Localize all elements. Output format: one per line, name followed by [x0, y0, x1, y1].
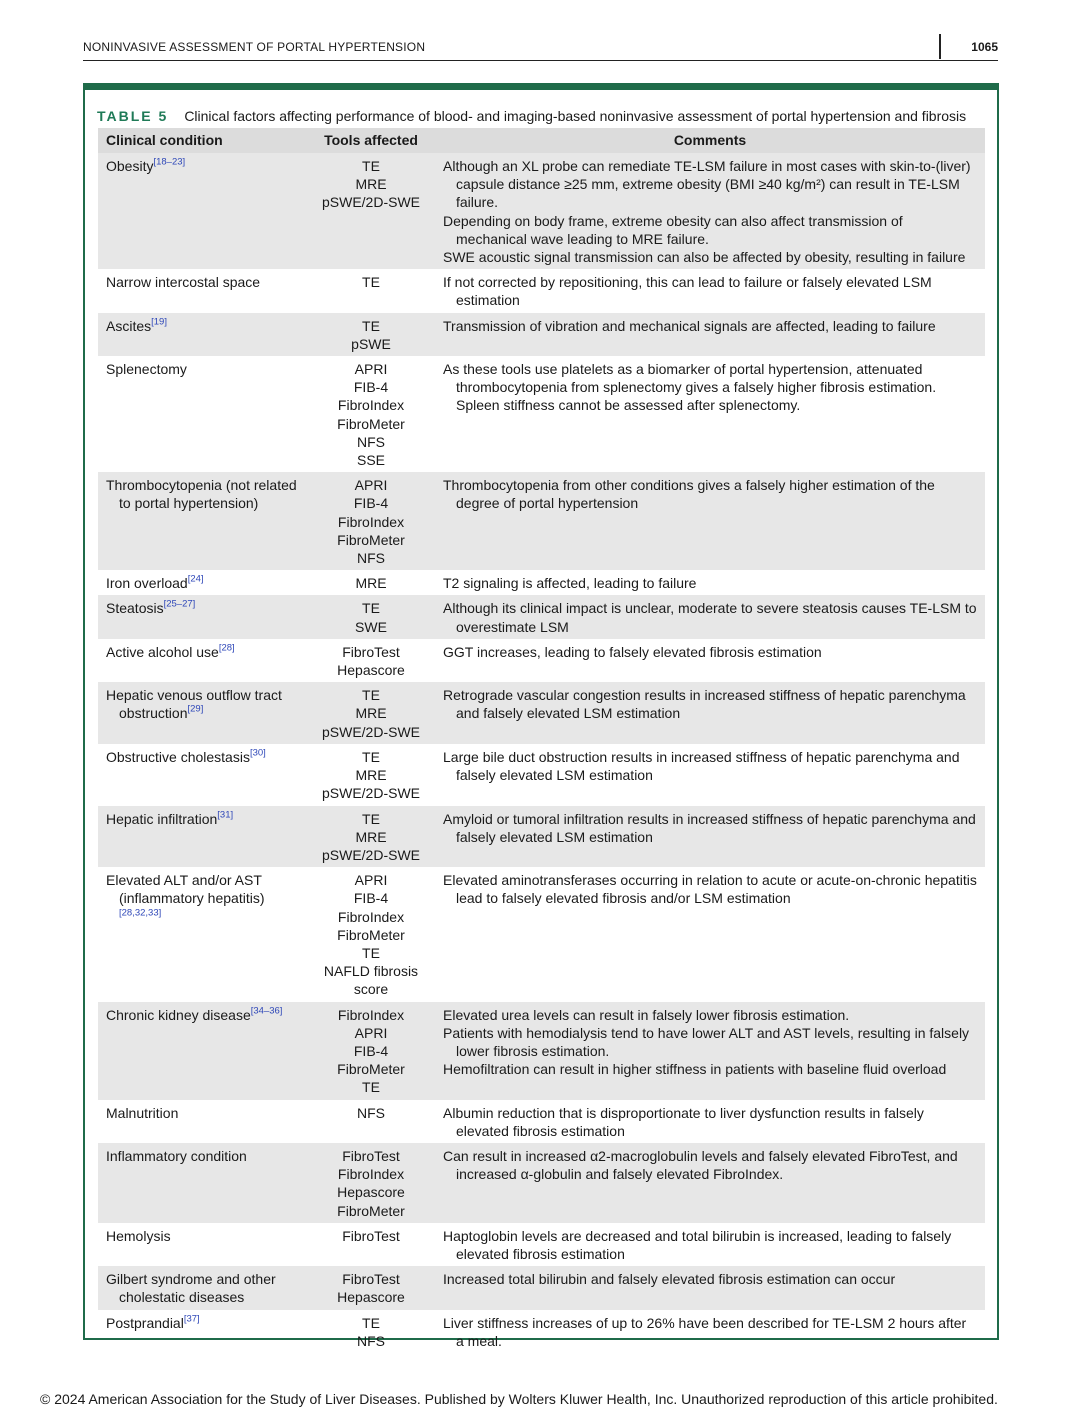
- reference-link[interactable]: [18–23]: [153, 156, 186, 168]
- tool-item: APRI: [354, 1024, 388, 1041]
- condition-label: Malnutrition: [106, 1104, 179, 1121]
- table-row: [98, 269, 985, 312]
- cell-comments: [435, 744, 985, 806]
- condition-label: Iron overload: [106, 575, 188, 592]
- data-table: [98, 128, 985, 1353]
- cell-comments: [435, 269, 985, 312]
- comment-text: Can result in increased α2-macroglobulin levels and falsely elevated FibroTest, and increased α-globulin and falsely elevated FibroIndex.: [443, 1147, 958, 1183]
- cell-comments: [435, 1100, 985, 1143]
- tool-item: TE: [362, 748, 380, 765]
- comment-text: Large bile duct obstruction results in increased stiffness of hepatic parenchyma and falsely elevated LSM estimation: [443, 748, 960, 784]
- cell-condition: [98, 313, 307, 356]
- condition-label: Postprandial: [106, 1314, 184, 1331]
- tool-item: FibroIndex: [337, 513, 405, 530]
- tool-item: NFS: [357, 1332, 385, 1349]
- tool-item: TE: [362, 1314, 380, 1331]
- table-row: [98, 1002, 985, 1100]
- cell-tools: [307, 313, 435, 356]
- comment-text: Although an XL probe can remediate TE-LSM failure in most cases with skin-to-(liver) capsule distance ≥25 mm, extreme obesity (BMI ≥40 kg/m²) can result in TE-LSM failure.: [443, 158, 971, 211]
- cell-condition: [98, 1223, 307, 1266]
- tool-item: Hepascore: [337, 1289, 405, 1306]
- table-row: [98, 682, 985, 744]
- cell-tools: [307, 1143, 435, 1223]
- tool-item: APRI: [354, 477, 388, 494]
- column-header-comments: Comments: [435, 128, 985, 153]
- table-row: [98, 1310, 985, 1353]
- cell-comments: [435, 472, 985, 570]
- cell-tools: [307, 806, 435, 868]
- comment-text: Hemofiltration can result in higher stiffness in patients with baseline fluid overload: [443, 1061, 947, 1078]
- comment-text: Haptoglobin levels are decreased and total bilirubin is increased, leading to falsely elevated fibrosis estimation: [443, 1227, 952, 1262]
- tool-item: Hepascore: [337, 1184, 405, 1201]
- cell-condition: [98, 1266, 307, 1309]
- cell-comments: [435, 639, 985, 682]
- reference-link[interactable]: [30]: [249, 747, 266, 759]
- table-body: [98, 153, 985, 1353]
- comment-text: Transmission of vibration and mechanical signals are affected, leading to failure: [443, 317, 936, 334]
- table-row: [98, 356, 985, 472]
- cell-tools: [307, 1002, 435, 1100]
- table-row: [98, 806, 985, 868]
- condition-text: [106, 1104, 299, 1122]
- tool-item: TE: [362, 600, 380, 617]
- condition-label: Thrombocytopenia (not related to portal hypertension): [106, 477, 297, 512]
- tool-item: SSE: [356, 452, 385, 469]
- condition-text: [106, 871, 299, 926]
- cell-tools: [307, 570, 435, 595]
- condition-text: [106, 1006, 299, 1024]
- condition-label: Splenectomy: [106, 361, 187, 378]
- cell-condition: [98, 1002, 307, 1100]
- cell-tools: [307, 682, 435, 744]
- tool-item: FibroIndex: [337, 908, 405, 925]
- cell-condition: [98, 269, 307, 312]
- cell-condition: [98, 806, 307, 868]
- condition-text: [106, 810, 299, 828]
- condition-label: Inflammatory condition: [106, 1147, 247, 1164]
- cell-comments: [435, 1002, 985, 1100]
- condition-label: Obstructive cholestasis: [106, 748, 250, 765]
- condition-label: Steatosis: [106, 600, 164, 617]
- tool-item: TE: [362, 158, 380, 174]
- table-caption: [97, 108, 966, 124]
- tool-item: pSWE/2D-SWE: [321, 846, 420, 863]
- tool-item: FIB-4: [353, 379, 389, 396]
- condition-label: Hepatic venous outflow tract obstruction: [106, 687, 282, 722]
- tool-item: SWE: [355, 618, 387, 635]
- tool-item: TE: [362, 944, 380, 961]
- comment-text: Thrombocytopenia from other conditions gives a falsely higher estimation of the degree of portal hypertension: [443, 477, 935, 512]
- condition-text: [106, 1270, 299, 1306]
- cell-comments: [435, 570, 985, 595]
- table-row: [98, 1223, 985, 1266]
- cell-tools: [307, 744, 435, 806]
- cell-condition: [98, 1310, 307, 1353]
- cell-condition: [98, 595, 307, 638]
- condition-text: [106, 599, 299, 617]
- tool-item: APRI: [354, 872, 388, 889]
- tool-item: FibroIndex: [337, 1166, 405, 1183]
- cell-condition: [98, 744, 307, 806]
- cell-tools: [307, 639, 435, 682]
- reference-link[interactable]: [25–27]: [163, 598, 196, 610]
- tool-item: NFS: [357, 1104, 385, 1121]
- condition-text: [106, 574, 299, 592]
- cell-tools: [307, 867, 435, 1001]
- reference-link[interactable]: [28,32,33]: [119, 906, 162, 918]
- condition-label: Hemolysis: [106, 1227, 171, 1244]
- tool-item: MRE: [355, 828, 387, 845]
- comment-text: Depending on body frame, extreme obesity can also affect transmission of mechanical wave leading to MRE failure.: [443, 212, 903, 247]
- table-frame: [83, 83, 999, 1349]
- comment-text: As these tools use platelets as a biomarker of portal hypertension, attenuated thrombocytopenia from splenectomy gives a falsely higher fibrosis estimation. Spleen stiffness cannot be assessed after splenectomy.: [443, 361, 937, 414]
- tool-item: MRE: [355, 176, 387, 193]
- cell-tools: [307, 472, 435, 570]
- tool-item: NAFLD fibrosis score: [323, 963, 419, 998]
- table-row: [98, 595, 985, 638]
- tool-item: pSWE/2D-SWE: [321, 785, 420, 802]
- comment-text: SWE acoustic signal transmission can also be affected by obesity, resulting in failure: [443, 249, 966, 266]
- condition-label: Obesity: [106, 158, 154, 174]
- cell-tools: [307, 1223, 435, 1266]
- tool-item: FibroTest: [342, 1227, 400, 1244]
- reference-link[interactable]: [31]: [217, 808, 234, 820]
- cell-tools: [307, 595, 435, 638]
- comment-text: Elevated urea levels can result in falsely lower fibrosis estimation.: [443, 1006, 850, 1023]
- reference-link[interactable]: [19]: [151, 315, 167, 327]
- tool-item: FibroTest: [342, 1147, 400, 1164]
- tool-item: pSWE/2D-SWE: [321, 723, 420, 740]
- cell-tools: [307, 153, 435, 269]
- condition-label: Gilbert syndrome and other cholestatic diseases: [106, 1271, 276, 1306]
- cell-comments: [435, 682, 985, 744]
- column-header-condition: Clinical condition: [98, 128, 307, 153]
- tool-item: MRE: [355, 705, 387, 722]
- comment-text: Albumin reduction that is disproportionate to liver dysfunction results in falsely elevated fibrosis estimation: [443, 1104, 924, 1139]
- table-row: [98, 639, 985, 682]
- cell-tools: [307, 269, 435, 312]
- cell-comments: [435, 595, 985, 638]
- tool-item: TE: [362, 317, 380, 334]
- condition-label: Chronic kidney disease: [106, 1006, 251, 1023]
- cell-comments: [435, 1143, 985, 1223]
- table-row: [98, 153, 985, 269]
- condition-label: Hepatic infiltration: [106, 810, 218, 827]
- cell-condition: [98, 472, 307, 570]
- condition-label: Ascites: [106, 317, 152, 334]
- table-label: TABLE 5: [97, 108, 169, 124]
- tool-item: NFS: [357, 433, 385, 450]
- tool-item: FibroMeter: [337, 415, 405, 432]
- tool-item: FibroTest: [342, 643, 400, 660]
- running-title: NONINVASIVE ASSESSMENT OF PORTAL HYPERTENSION: [83, 40, 426, 54]
- tool-item: FibroIndex: [337, 397, 405, 414]
- comment-text: Retrograde vascular congestion results in increased stiffness of hepatic parenchyma and falsely elevated LSM estimation: [443, 687, 966, 722]
- table-row: [98, 1143, 985, 1223]
- condition-text: [106, 643, 299, 661]
- comment-text: If not corrected by repositioning, this can lead to failure or falsely elevated LSM estimation: [443, 274, 932, 309]
- cell-comments: [435, 356, 985, 472]
- condition-text: [106, 360, 299, 378]
- condition-text: [106, 273, 299, 291]
- condition-text: [106, 686, 299, 722]
- comment-text: Liver stiffness increases of up to 26% have been described for TE-LSM 2 hours after a meal.: [443, 1314, 967, 1349]
- cell-condition: [98, 1100, 307, 1143]
- tool-item: FibroMeter: [337, 1202, 405, 1219]
- tool-item: pSWE/2D-SWE: [321, 194, 420, 211]
- condition-label: Narrow intercostal space: [106, 274, 261, 291]
- table-row: [98, 1100, 985, 1143]
- cell-comments: [435, 867, 985, 1001]
- column-header-tools: Tools affected: [307, 128, 435, 153]
- table-row: [98, 744, 985, 806]
- cell-condition: [98, 682, 307, 744]
- tool-item: pSWE: [351, 335, 391, 352]
- cell-condition: [98, 570, 307, 595]
- condition-text: [106, 1227, 299, 1245]
- condition-label: Active alcohol use: [106, 643, 219, 660]
- cell-condition: [98, 356, 307, 472]
- comment-text: Elevated aminotransferases occurring in relation to acute or acute-on-chronic hepatitis lead to falsely elevated fibrosis and/or LSM estimation: [443, 872, 977, 907]
- tool-item: FibroMeter: [337, 531, 405, 548]
- cell-tools: [307, 1100, 435, 1143]
- tool-item: TE: [362, 1079, 380, 1096]
- condition-text: [106, 748, 299, 766]
- cell-condition: [98, 867, 307, 1001]
- tool-item: APRI: [354, 361, 388, 378]
- condition-text: [106, 476, 299, 512]
- table-header-row: [98, 128, 985, 153]
- cell-comments: [435, 153, 985, 269]
- tool-item: NFS: [357, 550, 385, 567]
- tool-item: FIB-4: [353, 890, 389, 907]
- cell-tools: [307, 356, 435, 472]
- cell-comments: [435, 806, 985, 868]
- tool-item: TE: [362, 687, 380, 704]
- reference-link[interactable]: [34–36]: [250, 1004, 283, 1016]
- cell-condition: [98, 639, 307, 682]
- tool-item: MRE: [355, 767, 387, 784]
- cell-comments: [435, 313, 985, 356]
- tool-item: Hepascore: [337, 662, 405, 679]
- comment-text: GGT increases, leading to falsely elevated fibrosis estimation: [443, 643, 822, 660]
- table-row: [98, 313, 985, 356]
- cell-condition: [98, 1143, 307, 1223]
- cell-comments: [435, 1266, 985, 1309]
- condition-text: [106, 1147, 299, 1165]
- condition-text: [106, 1314, 299, 1332]
- comment-text: Although its clinical impact is unclear, moderate to severe steatosis causes TE-LSM to overestimate LSM: [443, 600, 977, 635]
- tool-item: TE: [362, 810, 380, 827]
- comment-text: T2 signaling is affected, leading to failure: [443, 575, 697, 592]
- copyright-footer: © 2024 American Association for the Study of Liver Diseases. Published by Wolters Kluwer Health, Inc. Unauthorized reproduction of this article prohibited.: [40, 1391, 998, 1407]
- reference-link[interactable]: [29]: [187, 703, 204, 715]
- header-divider: [939, 34, 941, 59]
- tool-item: FibroMeter: [337, 926, 405, 943]
- cell-condition: [98, 153, 307, 269]
- reference-link[interactable]: [28]: [218, 642, 235, 654]
- comment-text: Amyloid or tumoral infiltration results in increased stiffness of hepatic parenchyma and falsely elevated LSM estimation: [443, 810, 976, 845]
- condition-text: [106, 317, 299, 335]
- running-head: [83, 38, 998, 61]
- cell-tools: [307, 1266, 435, 1309]
- cell-comments: [435, 1310, 985, 1353]
- tool-item: TE: [362, 274, 380, 291]
- reference-link[interactable]: [37]: [183, 1312, 200, 1324]
- condition-label: Elevated ALT and/or AST (inflammatory hepatitis): [106, 872, 265, 907]
- cell-comments: [435, 1223, 985, 1266]
- table-row: [98, 472, 985, 570]
- tool-item: FIB-4: [353, 495, 389, 512]
- tool-item: MRE: [355, 575, 387, 592]
- table-row: [98, 867, 985, 1001]
- tool-item: FIB-4: [353, 1042, 389, 1059]
- cell-tools: [307, 1310, 435, 1353]
- table-row: [98, 1266, 985, 1309]
- condition-text: [106, 157, 299, 175]
- page-number: 1065: [971, 40, 998, 54]
- reference-link[interactable]: [24]: [187, 573, 204, 585]
- table-row: [98, 570, 985, 595]
- tool-item: FibroMeter: [337, 1061, 405, 1078]
- tool-item: FibroIndex: [337, 1006, 405, 1023]
- table-caption-text: Clinical factors affecting performance of blood- and imaging-based noninvasive assessment of portal hypertension and fibrosis: [184, 108, 967, 124]
- tool-item: FibroTest: [342, 1271, 400, 1288]
- comment-text: Patients with hemodialysis tend to have lower ALT and AST levels, resulting in falsely lower fibrosis estimation.: [443, 1024, 970, 1059]
- comment-text: Increased total bilirubin and falsely elevated fibrosis estimation can occur: [443, 1271, 896, 1288]
